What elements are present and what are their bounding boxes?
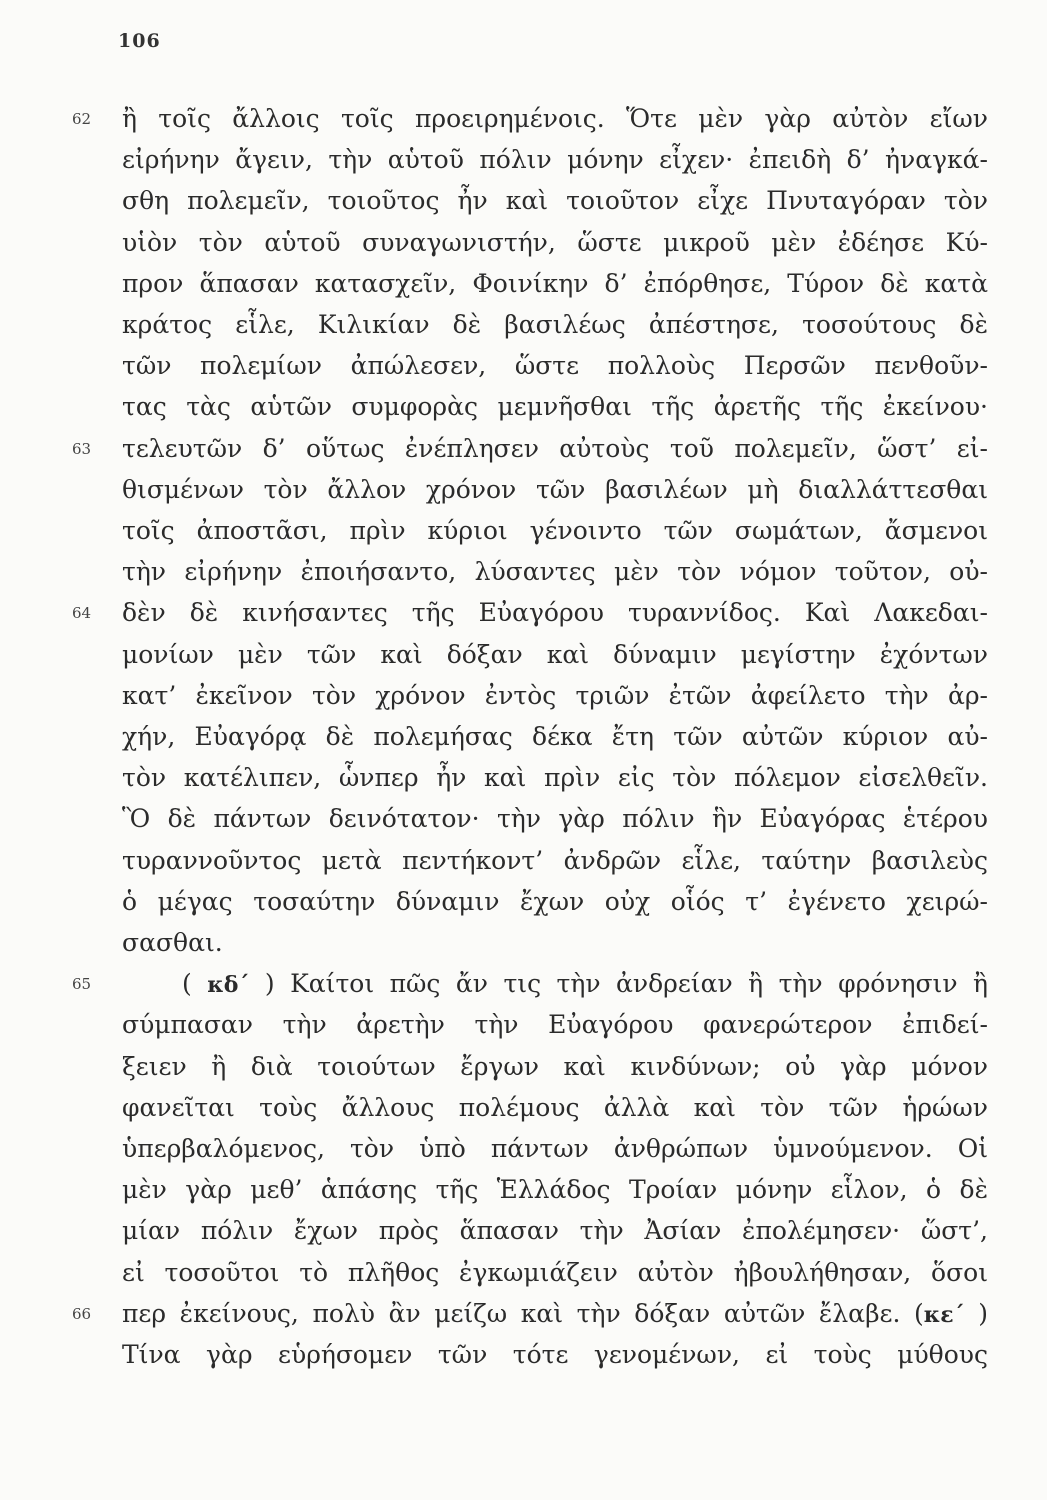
chapter-marker: κε΄ [923,1301,965,1328]
text-line: κατ’ ἐκεῖνον τὸν χρόνον ἐντὸς τριῶν ἐτῶν ἀφείλετο τὴν ἀρ- [122,680,988,710]
text-line: περ ἐκείνους, πολὺ ἂν μείζω καὶ τὴν δόξαν αὐτῶν ἔλαβε. (κε΄ ) [122,1298,988,1328]
section-number: 64 [72,604,92,623]
section-number: 62 [72,110,92,128]
text-line: σθη πολεμεῖν, τοιοῦτος ἦν καὶ τοιοῦτον εἶχε Πνυταγόραν τὸν [122,186,988,216]
text-line: Ὃ δὲ πάντων δεινότατον· τὴν γὰρ πόλιν ἣν Εὐαγόρας ἑτέρου [122,804,988,834]
text-line: μίαν πόλιν ἔχων πρὸς ἅπασαν τὴν Ἀσίαν ἐπολέμησεν· ὥστ’, [122,1216,988,1246]
text-line: σασθαι. [122,928,223,957]
text-line: ξειεν ἢ διὰ τοιούτων ἔργων καὶ κινδύνων; οὐ γὰρ μόνον [122,1051,988,1081]
chapter-marker: κδ΄ [207,972,250,999]
text-line: Τίνα γὰρ εὑρήσομεν τῶν τότε γενομένων, εἰ τοὺς μύθους [122,1340,988,1369]
text-line: τὴν εἰρήνην ἐποιήσαντο, λύσαντες μὲν τὸν νόμον τοῦτον, οὐ- [122,557,988,587]
text-line: δὲν δὲ κινήσαντες τῆς Εὐαγόρου τυραννίδος. Καὶ Λακεδαι- [122,598,988,628]
text-line: ( κδ΄ ) Καίτοι πῶς ἄν τις τὴν ἀνδρείαν ἢ τὴν φρόνησιν ἢ [182,969,989,999]
text-line: τας τὰς αὑτῶν συμφορὰς μεμνῆσθαι τῆς ἀρετῆς τῆς ἐκείνου· [122,392,988,422]
text-line: προν ἅπασαν κατασχεῖν, Φοινίκην δ’ ἐπόρθησε, Τύρον δὲ κατὰ [122,268,988,298]
text-line: κράτος εἷλε, Κιλικίαν δὲ βασιλέως ἀπέστησε, τοσούτους δὲ [122,310,988,339]
text-line: τοῖς ἀποστᾶσι, πρὶν κύριοι γένοιντο τῶν σωμάτων, ἄσμενοι [122,516,988,545]
section-number: 63 [72,439,92,458]
text-line: τὸν κατέλιπεν, ὧνπερ ἦν καὶ πρὶν εἰς τὸν πόλεμον εἰσελθεῖν. [122,763,988,793]
section-number: 66 [72,1304,92,1323]
text-line: εἰ τοσοῦτοι τὸ πλῆθος ἐγκωμιάζειν αὐτὸν ἠβουλήθησαν, ὅσοι [122,1257,988,1287]
text-line: τῶν πολεμίων ἀπώλεσεν, ὥστε πολλοὺς Περσῶν πενθοῦν- [122,351,988,381]
text-line: θισμένων τὸν ἄλλον χρόνον τῶν βασιλέων μὴ διαλλάττεσθαι [122,474,988,504]
text-line: ὑπερβαλόμενος, τὸν ὑπὸ πάντων ἀνθρώπων ὑμνούμενον. Οἱ [122,1134,988,1163]
text-line: ἢ τοῖς ἄλλοις τοῖς προειρημένοις. Ὅτε μὲν γὰρ αὐτὸν εἴων [122,104,988,133]
text-line: μὲν γὰρ μεθ’ ἁπάσης τῆς Ἑλλάδος Τροίαν μόνην εἷλον, ὁ δὲ [122,1175,988,1205]
text-line: εἰρήνην ἄγειν, τὴν αὑτοῦ πόλιν μόνην εἶχεν· ἐπειδὴ δ’ ἠναγκά- [122,145,988,175]
text-line: τελευτῶν δ’ οὕτως ἐνέπλησεν αὐτοὺς τοῦ πολεμεῖν, ὥστ’ εἰ- [122,433,988,463]
text-line: χήν, Εὐαγόρᾳ δὲ πολεμήσας δέκα ἔτη τῶν αὐτῶν κύριον αὐ- [122,722,988,751]
text-line: φανεῖται τοὺς ἄλλους πολέμους ἀλλὰ καὶ τὸν τῶν ἡρώων [122,1092,988,1122]
text-line: μονίων μὲν τῶν καὶ δόξαν καὶ δύναμιν μεγίστην ἐχόντων [122,639,988,669]
page-number: 106 [118,30,161,52]
text-line: υἱὸν τὸν αὑτοῦ συναγωνιστήν, ὥστε μικροῦ μὲν ἐδέησε Κύ- [122,227,988,257]
text-line: τυραννοῦντος μετὰ πεντήκοντ’ ἀνδρῶν εἷλε, ταύτην βασιλεὺς [122,845,988,875]
text-line: ὁ μέγας τοσαύτην δύναμιν ἔχων οὐχ οἷός τ’ ἐγένετο χειρώ- [122,886,988,916]
text-line: σύμπασαν τὴν ἀρετὴν τὴν Εὐαγόρου φανερώτερον ἐπιδεί- [122,1010,988,1040]
section-number: 65 [72,975,92,994]
